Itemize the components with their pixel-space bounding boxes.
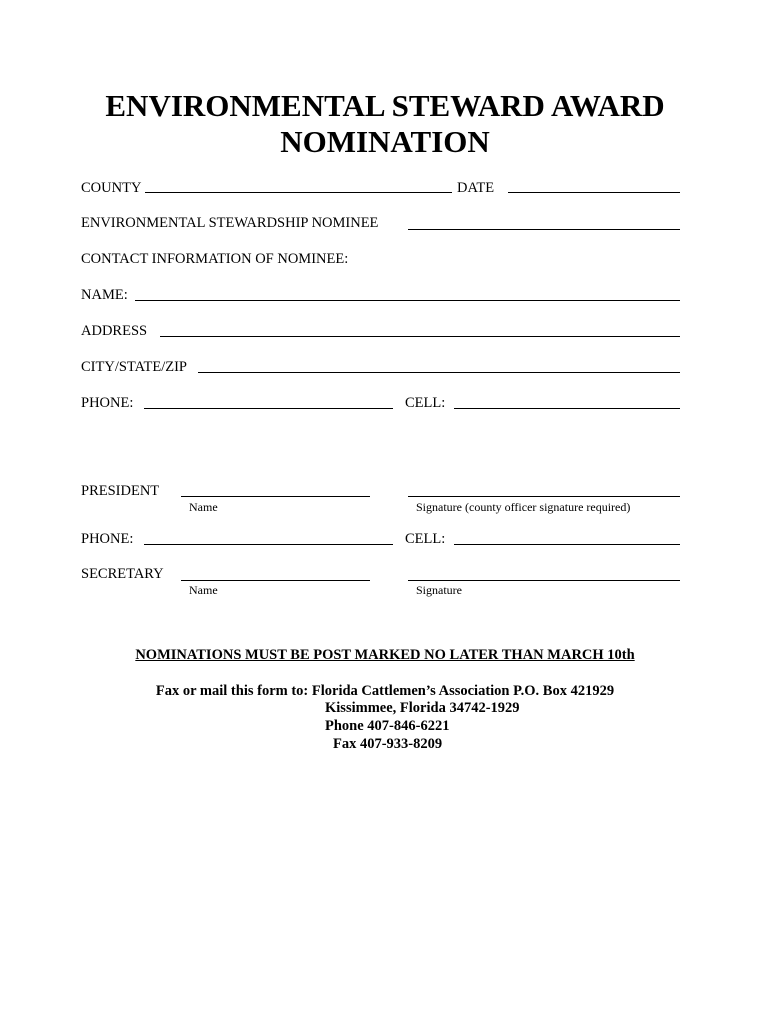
president-signature-caption: Signature (county officer signature required) [416,500,631,514]
form-title-line-2: NOMINATION [280,124,490,159]
city-state-zip-field[interactable] [198,372,680,373]
address-field[interactable] [160,336,680,337]
county-label: COUNTY [81,180,142,196]
president-phone-field[interactable] [144,544,393,545]
president-cell-field[interactable] [454,544,680,545]
president-name-field[interactable] [181,496,370,497]
address-label: ADDRESS [81,323,148,339]
name-field[interactable] [135,300,680,301]
secretary-name-field[interactable] [181,580,370,581]
name-label: NAME: [81,287,128,303]
city-state-zip-label: CITY/STATE/ZIP [81,359,187,375]
secretary-label: SECRETARY [81,566,164,582]
nominee-field[interactable] [408,229,680,230]
president-name-caption: Name [189,500,218,514]
president-signature-field[interactable] [408,496,680,497]
form-title-line-1: ENVIRONMENTAL STEWARD AWARD [105,88,665,123]
secretary-name-caption: Name [189,583,218,597]
president-label: PRESIDENT [81,483,160,499]
cell-field[interactable] [454,408,680,409]
phone-label: PHONE: [81,395,134,411]
mail-instructions-fax: Fax 407-933-8209 [333,736,443,752]
contact-heading: CONTACT INFORMATION OF NOMINEE: [81,251,349,267]
mail-instructions-phone: Phone 407-846-6221 [325,718,450,734]
president-phone-label: PHONE: [81,531,134,547]
president-cell-label: CELL: [405,531,446,547]
mail-instructions-line-2: Kissimmee, Florida 34742-1929 [325,700,520,716]
phone-field[interactable] [144,408,393,409]
nominee-label: ENVIRONMENTAL STEWARDSHIP NOMINEE [81,215,379,231]
date-field[interactable] [508,192,680,193]
secretary-signature-field[interactable] [408,580,680,581]
mail-instructions-line-1: Fax or mail this form to: Florida Cattlemen’s Association P.O. Box 421929 [155,683,615,699]
deadline-notice: NOMINATIONS MUST BE POST MARKED NO LATER THAN MARCH 10th [135,647,635,663]
date-label: DATE [457,180,495,196]
cell-label: CELL: [405,395,446,411]
secretary-signature-caption: Signature [416,583,462,597]
county-field[interactable] [145,192,452,193]
